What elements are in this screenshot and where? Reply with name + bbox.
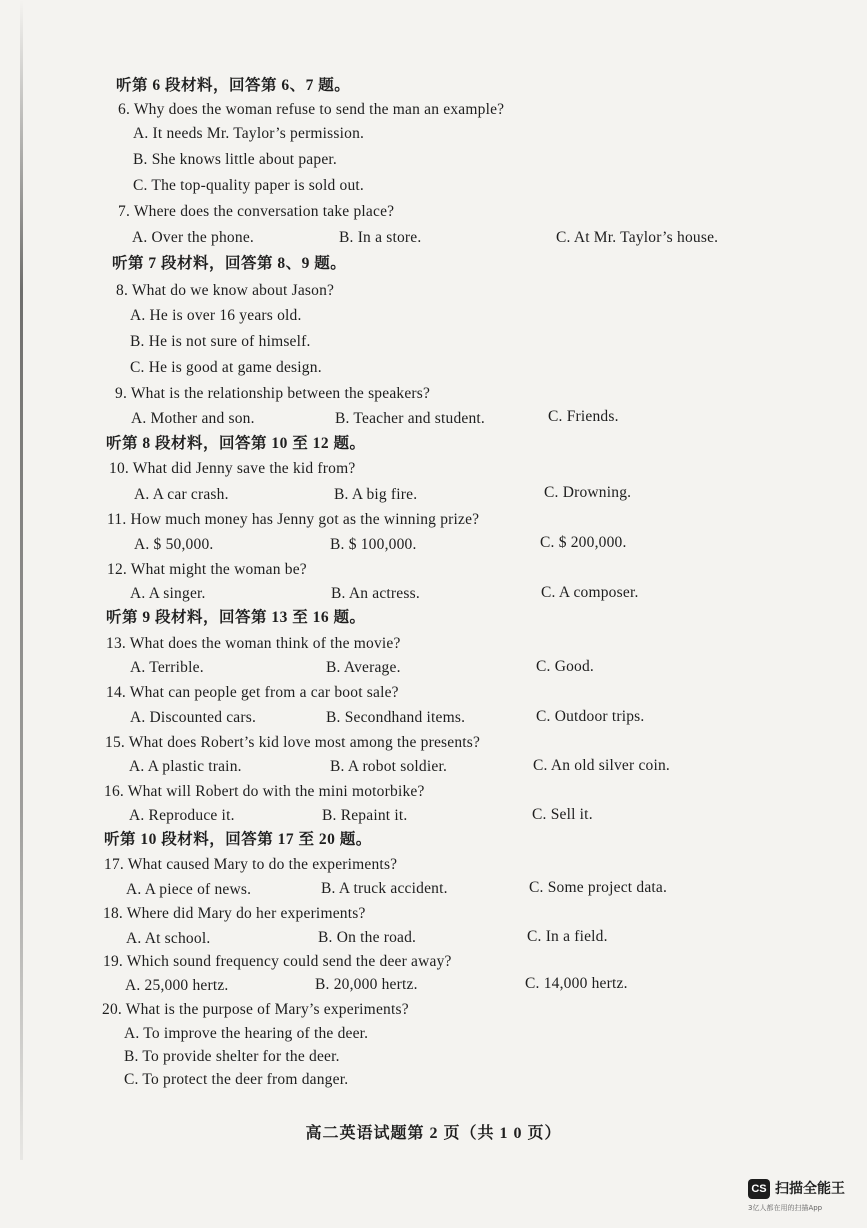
question-text: 7. Where does the conversation take place? [118,203,395,220]
answer-option: A. A singer. [130,585,206,602]
answer-option: B. Average. [326,659,401,676]
answer-option: B. A truck accident. [321,880,448,897]
section-heading: 听第 6 段材料，回答第 6、7 题。 [116,77,351,94]
answer-option: B. In a store. [339,229,422,246]
question-text: 9. What is the relationship between the speakers? [115,385,431,402]
answer-option: A. 25,000 hertz. [125,977,229,994]
answer-option: C. Sell it. [532,806,593,823]
section-heading: 听第 8 段材料，回答第 10 至 12 题。 [106,435,366,452]
answer-option: B. On the road. [318,929,417,946]
answer-option: B. An actress. [331,585,420,602]
answer-option: A. To improve the hearing of the deer. [124,1025,369,1042]
question-text: 19. Which sound frequency could send the deer away? [103,953,452,970]
answer-option: C. Outdoor trips. [536,708,645,725]
answer-option: B. Secondhand items. [326,709,466,726]
answer-option: B. A big fire. [334,486,418,503]
answer-option: B. Repaint it. [322,807,408,824]
answer-option: B. She knows little about paper. [133,151,338,168]
answer-option: A. At school. [126,930,211,947]
answer-option: C. A composer. [541,584,639,601]
question-text: 6. Why does the woman refuse to send the man an example? [118,101,505,118]
answer-option: C. The top-quality paper is sold out. [133,177,364,194]
question-text: 12. What might the woman be? [107,561,307,578]
answer-option: C. $ 200,000. [540,534,627,551]
question-text: 8. What do we know about Jason? [116,282,335,299]
answer-option: B. He is not sure of himself. [130,333,311,350]
answer-option: A. A car crash. [134,486,229,503]
camscanner-logo-icon: CS [748,1179,770,1199]
question-text: 18. Where did Mary do her experiments? [103,905,366,922]
answer-option: C. At Mr. Taylor’s house. [556,229,719,246]
section-heading: 听第 10 段材料，回答第 17 至 20 题。 [104,831,372,848]
answer-option: C. In a field. [527,928,608,945]
answer-option: C. Drowning. [544,484,632,501]
answer-option: B. To provide shelter for the deer. [124,1048,340,1065]
question-text: 15. What does Robert’s kid love most among the presents? [105,734,481,751]
answer-option: C. 14,000 hertz. [525,975,628,992]
section-heading: 听第 9 段材料，回答第 13 至 16 题。 [106,609,366,626]
answer-option: A. Discounted cars. [130,709,257,726]
answer-option: A. Reproduce it. [129,807,235,824]
answer-option: A. It needs Mr. Taylor’s permission. [133,125,365,142]
answer-option: B. 20,000 hertz. [315,976,418,993]
answer-option: A. Mother and son. [131,410,255,427]
answer-option: A. $ 50,000. [134,536,214,553]
answer-option: A. A plastic train. [129,758,242,775]
answer-option: B. $ 100,000. [330,536,417,553]
watermark-app-name: 扫描全能王 [775,1181,845,1197]
question-text: 20. What is the purpose of Mary’s experiments? [102,1001,409,1018]
answer-option: B. A robot soldier. [330,758,448,775]
answer-option: C. An old silver coin. [533,757,671,774]
answer-option: C. Some project data. [529,879,668,896]
answer-option: C. Friends. [548,408,619,425]
answer-option: A. A piece of news. [126,881,252,898]
question-text: 16. What will Robert do with the mini motorbike? [104,783,425,800]
page-footer: 高二英语试题第 2 页（共 1 0 页） [305,1125,562,1142]
question-text: 13. What does the woman think of the movie? [106,635,401,652]
question-text: 14. What can people get from a car boot sale? [106,684,399,701]
question-text: 11. How much money has Jenny got as the winning prize? [107,511,480,528]
question-text: 17. What caused Mary to do the experiments? [104,856,398,873]
answer-option: C. Good. [536,658,595,675]
page-edge-shadow [20,0,23,1160]
scanner-watermark [748,1179,860,1221]
watermark-tagline: 3亿人都在用的扫描App [748,1204,823,1212]
answer-option: C. He is good at game design. [130,359,322,376]
answer-option: A. He is over 16 years old. [130,307,302,324]
answer-option: A. Over the phone. [132,229,254,246]
answer-option: A. Terrible. [130,659,204,676]
section-heading: 听第 7 段材料，回答第 8、9 题。 [112,255,347,272]
answer-option: C. To protect the deer from danger. [124,1071,349,1088]
answer-option: B. Teacher and student. [335,410,486,427]
question-text: 10. What did Jenny save the kid from? [109,460,356,477]
